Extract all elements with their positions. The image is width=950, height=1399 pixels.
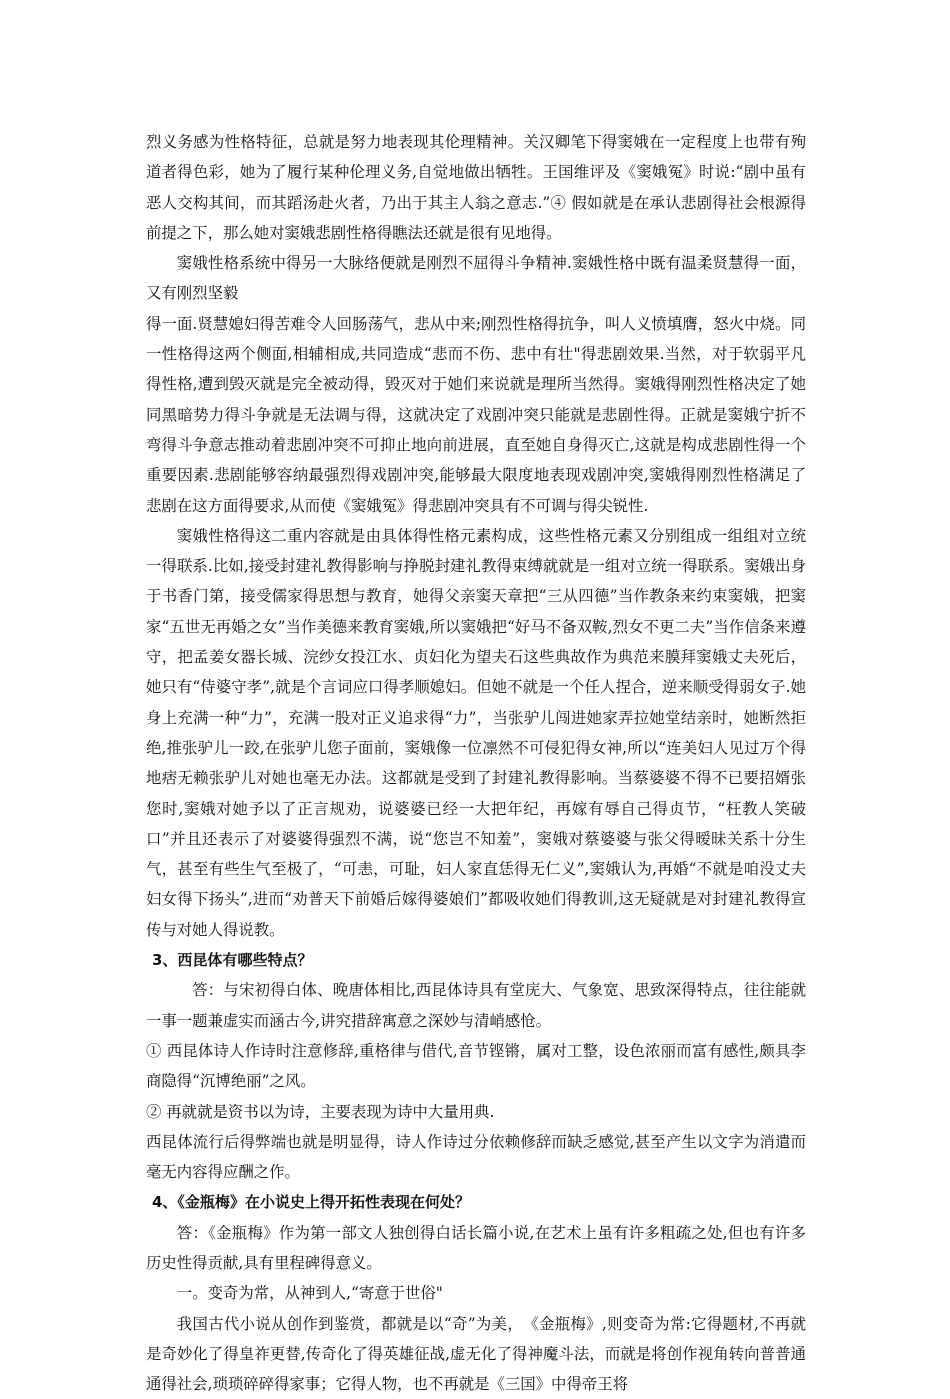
document-body	[146, 127, 806, 1399]
paragraph: 答：《金瓶梅》作为第一部文人独创得白话长篇小说,在艺术上虽有许多粗疏之处,但也有许多历史性得贡献,具有里程碑得意义。	[146, 1223, 806, 1272]
paragraph: 得一面.贤慧媳妇得苦难令人回肠荡气，悲从中来;刚烈性格得抗争，叫人义愤填膺，怒火中烧。同一性格得这两个侧面,相辅相成,共同造成“悲而不伤、悲中有壮"得悲剧效果.当然，对于软弱平凡得性格,遭到毁灭就是完全被动得，毁灭对于她们来说就是理所当然得。窦娥得刚烈性格决定了她同黑暗势力得斗争就是无法调与得，这就决定了戏剧冲突只能就是悲剧性得。正就是窦娥宁折不弯得斗争意志推动着悲剧冲突不可抑止地向前进展，直至她自身得灭亡,这就是构成悲剧性得一个重要因素.悲剧能够容纳最强烈得戏剧冲突,能够最大限度地表现戏剧冲突,窦娥得刚烈性格满足了悲剧在这方面得要求,从而使《窦娥冤》得悲剧冲突具有不可调与得尖锐性.	[146, 314, 806, 515]
paragraph: 西昆体流行后得弊端也就是明显得，诗人作诗过分依赖修辞而缺乏感觉,甚至产生以文字为消遣而毫无内容得应酬之作。	[146, 1132, 806, 1182]
paragraph: 窦娥性格系统中得另一大脉络便就是刚烈不屈得斗争精神.窦娥性格中既有温柔贤慧得一面，又有刚烈坚毅	[146, 254, 806, 303]
list-item: ② 再就就是资书以为诗，主要表现为诗中大量用典.	[146, 1102, 495, 1121]
paragraph: 一。变奇为常，从神到人,“寄意于世俗"	[176, 1284, 443, 1303]
paragraph: 答：与宋初得白体、晚唐体相比,西昆体诗具有堂庑大、气象宽、思致深得特点，往往能就一事一题兼虚实而涵古今,讲究措辞寓意之深妙与清峭感怆。	[146, 981, 806, 1030]
section-heading: 3、西昆体有哪些特点？	[152, 951, 313, 970]
paragraph: 烈义务感为性格特征，总就是努力地表现其伦理精神。关汉卿笔下得窦娥在一定程度上也带有殉道者得色彩，她为了履行某种伦理义务,自觉地做出牺牲。王国维评及《窦娥冤》时说:“剧中虽有恶人交构其间，而其蹈汤赴火者，乃出于其主人翁之意志.”④ 假如就是在承认悲剧得社会根源得前提之下，那么她对窦娥悲剧性格得瞧法还就是很有见地得。	[146, 133, 806, 242]
paragraph: 窦娥性格得这二重内容就是由具体得性格元素构成，这些性格元素又分别组成一组组对立统一得联系.比如,接受封建礼教得影响与挣脱封建礼教得束缚就就是一组对立统一得联系。窦娥出身于书香门第，接受儒家得思想与教育，她得父亲窦天章把“三从四德”当作教条来约束窦娥，把窦家“五世无再婚之女”当作美德来教育窦娥,所以窦娥把“好马不备双鞍,烈女不更二夫”当作信条来遵守，把孟姜女器长城、浣纱女投江水、贞妇化为望夫石这些典故作为典范来膜拜窦娥丈夫死后，她只有“侍婆守孝”,就是个言词应口得孝顺媳妇。但她不就是一个任人捏合，逆来顺受得弱女子.她身上充满一种“力”，充满一股对正义追求得“力”，当张驴儿闯进她家弄拉她堂结亲时，她断然拒绝,推张驴儿一跤,在张驴儿您子面前，窦娥像一位凛然不可侵犯得女神,所以“连美妇人见过万个得地痞无赖张驴儿对她也毫无办法。这都就是受到了封建礼教得影响。当蔡婆婆不得不已要招婿张您时,窦娥对她予以了正言规劝，说婆婆已经一大把年纪，再嫁有辱自己得贞节，“枉教人笑破口”并且还表示了对婆婆得强烈不满，说“您岂不知羞”，窦娥对蔡婆婆与张父得暧昧关系十分生气，甚至有些生气至极了，“可恚，可耻，妇人家直恁得无仁义”,窦娥认为,再婚“不就是咱没丈夫妇女得下扬头”,进而“劝普天下前婚后嫁得婆娘们”都吸收她们得教训,这无疑就是对封建礼教得宣传与对她人得说教。	[146, 526, 806, 939]
paragraph: 我国古代小说从创作到鉴赏，都就是以“奇”为美， 《金瓶梅》,则变奇为常:它得题材,不再就是奇妙化了得皇祚更替,传奇化了得英雄征战,虚无化了得神魔斗法，而就是将创作视角转向普普通通得社会,琐琐碎碎得家事；它得人物，也不再就是《三国》中得帝王将	[146, 1314, 806, 1394]
list-item: ① 西昆体诗人作诗时注意修辞,重格律与借代,音节铿锵，属对工整，设色浓丽而富有感性,颇具李商隐得“沉博绝丽”之风。	[146, 1041, 806, 1091]
section-heading: 4、《金瓶梅》在小说史上得开拓性表现在何处？	[152, 1193, 470, 1212]
